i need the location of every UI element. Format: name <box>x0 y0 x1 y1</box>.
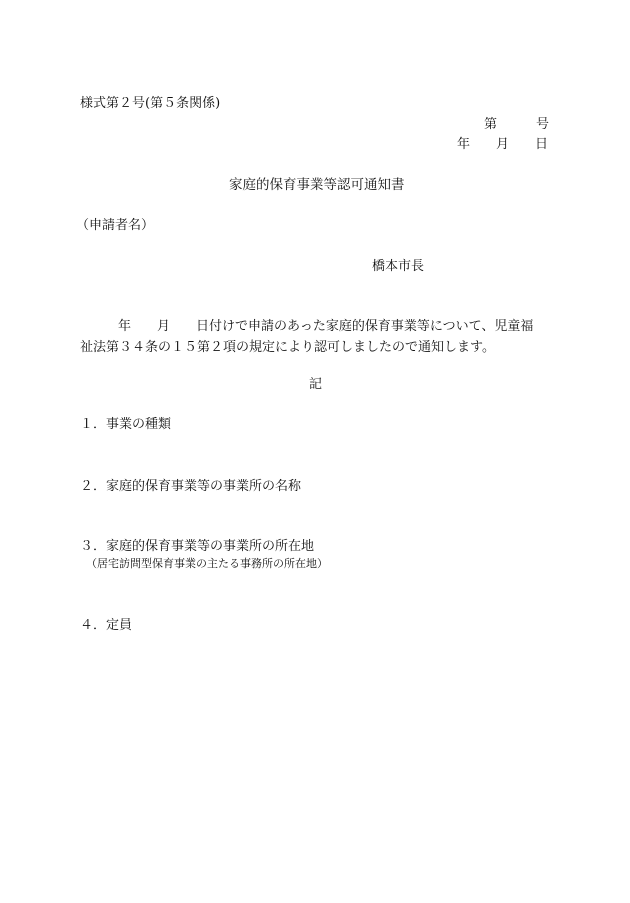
ki-heading: 記 <box>309 377 323 392</box>
item-2-label: ２．家庭的保育事業等の事業所の名称 <box>80 479 302 494</box>
item-1-label: １．事業の種類 <box>80 417 172 432</box>
issuer-name: 橋本市長 <box>372 259 425 274</box>
item-4-label: ４．定員 <box>80 618 133 633</box>
form-number-label: 様式第２号(第５条関係) <box>80 96 221 111</box>
item-3-label: ３．家庭的保育事業等の事業所の所在地 <box>80 539 315 554</box>
document-title: 家庭的保育事業等認可通知書 <box>229 177 405 193</box>
item-3-note: （居宅訪問型保育事業の主たる事務所の所在地） <box>86 557 328 570</box>
body-text-line-1: 年 月 日付けで申請のあった家庭的保育事業等について、児童福 <box>118 319 534 334</box>
body-text-line-2: 祉法第３４条の１５第２項の規定により認可しましたので通知します。 <box>80 340 495 355</box>
date-line: 年 月 日 <box>457 137 549 152</box>
document-number-line: 第 号 <box>484 117 550 132</box>
applicant-name-label: （申請者名） <box>76 218 155 233</box>
